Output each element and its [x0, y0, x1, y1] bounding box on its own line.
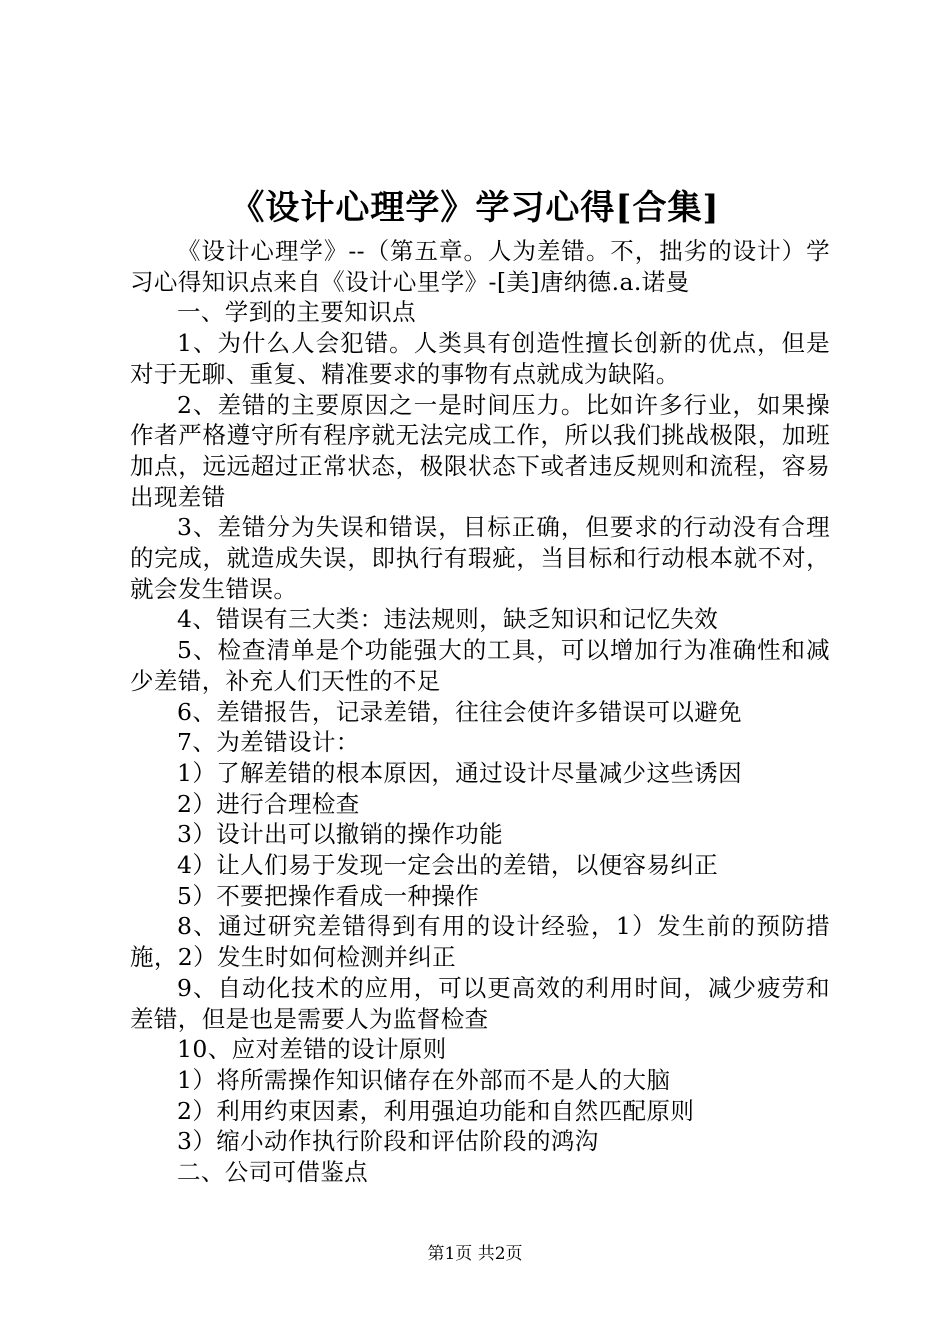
paragraph: 5、检查清单是个功能强大的工具，可以增加行为准确性和减少差错，补充人们天性的不足 [130, 636, 830, 695]
paragraph: 1）了解差错的根本原因，通过设计尽量减少这些诱因 [177, 758, 743, 787]
paragraph: 3、差错分为失误和错误，目标正确，但要求的行动没有合理的完成，就造成失误，即执行有瑕疵，当目标和行动根本就不对，就会发生错误。 [130, 513, 830, 603]
paragraph: 2）进行合理检查 [177, 789, 360, 818]
paragraph: 3）设计出可以撤销的操作功能 [177, 820, 504, 849]
paragraph: 5）不要把操作看成一种操作 [177, 881, 480, 910]
paragraph: 7、为差错设计： [177, 728, 360, 757]
paragraph: 1、为什么人会犯错。人类具有创造性擅长创新的优点，但是对于无聊、重复、精准要求的事物有点就成为缺陷。 [130, 329, 830, 388]
paragraph: 2）利用约束因素，利用强迫功能和自然匹配原则 [177, 1096, 695, 1125]
paragraph: 1）将所需操作知识储存在外部而不是人的大脑 [177, 1065, 671, 1094]
paragraph: 一、学到的主要知识点 [177, 298, 416, 327]
paragraph: 《设计心理学》--（第五章。人为差错。不，拙劣的设计）学习心得知识点来自《设计心里学》-[美]唐纳德.a.诺曼 [130, 237, 830, 296]
page-footer: 第1页 共2页 [427, 1244, 523, 1264]
paragraph: 10、应对差错的设计原则 [177, 1035, 447, 1064]
paragraph: 4）让人们易于发现一定会出的差错，以便容易纠正 [177, 851, 719, 880]
document-body [130, 236, 830, 1188]
paragraph: 8、通过研究差错得到有用的设计经验，1）发生前的预防措施，2）发生时如何检测并纠正 [130, 912, 830, 972]
paragraph: 4、错误有三大类：违法规则，缺乏知识和记忆失效 [177, 605, 719, 634]
paragraph: 9、自动化技术的应用，可以更高效的利用时间，减少疲劳和差错，但是也是需要人为监督检查 [130, 973, 830, 1033]
document-title: 《设计心理学》学习心得[合集] [230, 188, 720, 228]
paragraph: 3）缩小动作执行阶段和评估阶段的鸿沟 [177, 1127, 599, 1156]
paragraph: 6、差错报告，记录差错，往往会使许多错误可以避免 [177, 697, 743, 726]
paragraph: 2、差错的主要原因之一是时间压力。比如许多行业，如果操作者严格遵守所有程序就无法完成工作，所以我们挑战极限，加班加点，远远超过正常状态，极限状态下或者违反规则和流程，容易出现差错 [130, 390, 830, 511]
paragraph: 二、公司可借鉴点 [177, 1158, 369, 1187]
